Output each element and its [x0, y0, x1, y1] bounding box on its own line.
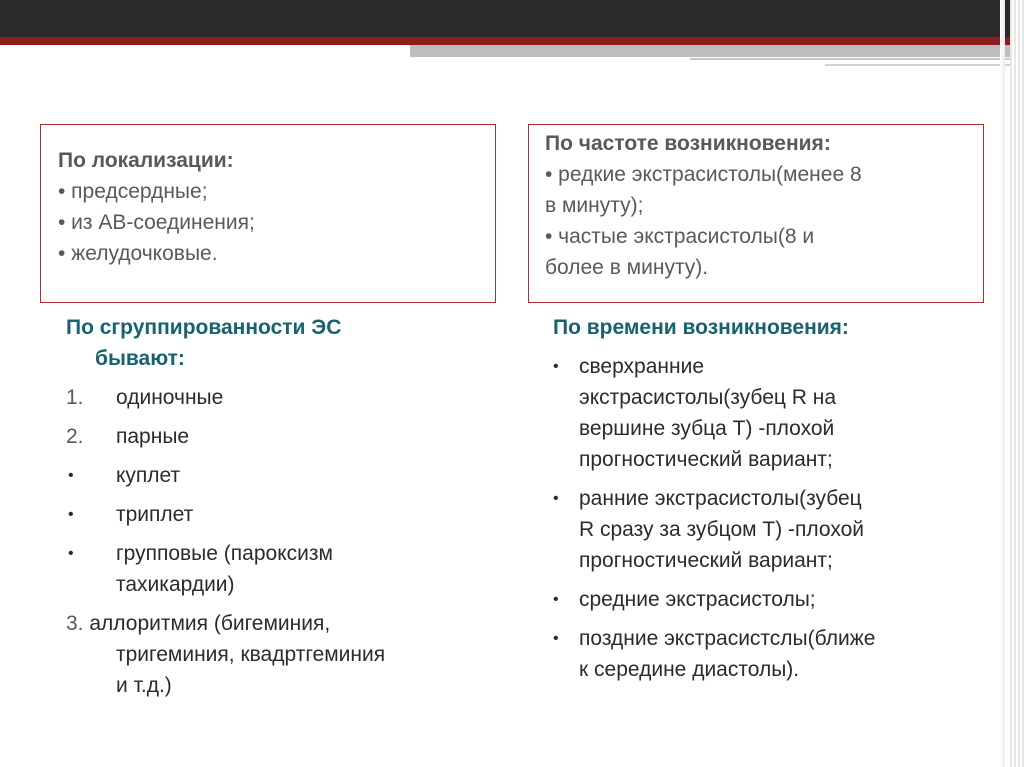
frequency-title: По частоте возникновения: — [545, 132, 831, 155]
list-item-text: одиночные — [116, 386, 224, 409]
list-marker: • — [553, 490, 559, 507]
right-edge-decoration — [1010, 0, 1024, 767]
list-marker: 3. — [66, 612, 84, 635]
frequency-block — [545, 128, 862, 283]
header-thin-line — [690, 58, 1010, 60]
frequency-item: в минуту); — [545, 194, 644, 217]
timing-item — [553, 351, 993, 475]
list-item-text-cont: тахикардии) — [116, 573, 235, 596]
list-marker: • — [553, 591, 559, 608]
list-item — [66, 460, 506, 491]
grouping-title: По сгруппированности ЭС — [66, 316, 342, 339]
list-item — [66, 538, 506, 600]
frequency-item: • редкие экстрасистолы(менее 8 — [545, 163, 862, 186]
timing-item-line: поздние экстрасистслы(ближе — [579, 627, 876, 650]
timing-item-line: вершине зубца Т) -плохой — [579, 417, 835, 440]
list-marker: 2. — [66, 425, 84, 448]
list-item-text: парные — [116, 425, 190, 448]
list-marker: • — [68, 506, 74, 523]
timing-item — [553, 483, 993, 576]
localization-item: • из АВ-соединения; — [58, 211, 255, 234]
list-item-text: групповые (пароксизм — [116, 542, 333, 565]
timing-item-line: к середине диастолы). — [579, 658, 800, 681]
list-item — [66, 421, 506, 452]
timing-item-line: средние экстрасистолы; — [579, 588, 816, 611]
grouping-title-cont: бывают: — [95, 347, 185, 370]
timing-item-line: экстрасистолы(зубец R на — [579, 386, 837, 409]
timing-item-line: сверхранние — [579, 355, 705, 378]
timing-item — [553, 584, 993, 615]
localization-item: • желудочковые. — [58, 242, 218, 265]
header-bar — [0, 0, 1010, 37]
timing-item-line: R сразу за зубцом Т) -плохой — [579, 518, 865, 541]
list-marker: • — [553, 630, 559, 647]
timing-title: По времени возникновения: — [553, 316, 849, 339]
allorhythmia-text: аллоритмия (бигеминия, — [83, 612, 331, 635]
header-accent-line — [0, 37, 1010, 45]
localization-title: По локализации: — [58, 149, 234, 172]
allorhythmia-text-cont: и т.д.) — [116, 674, 172, 697]
frequency-item: • частые экстрасистолы(8 и — [545, 225, 815, 248]
right-edge-shadow — [1000, 0, 1005, 767]
header-thin-line-2 — [825, 64, 1010, 66]
timing-item — [553, 623, 993, 685]
timing-item-line: ранние экстрасистолы(зубец — [579, 487, 862, 510]
timing-item-line: прогностический вариант; — [579, 549, 833, 572]
list-marker: 1. — [66, 386, 84, 409]
list-item-text: триплет — [116, 503, 194, 526]
localization-block — [58, 145, 255, 269]
list-item — [66, 499, 506, 530]
timing-section — [553, 312, 993, 685]
allorhythmia-text-cont: тригеминия, квадртгеминия — [116, 643, 386, 666]
list-item-text: куплет — [116, 464, 181, 487]
list-marker: • — [68, 467, 74, 484]
list-marker: • — [553, 358, 559, 375]
list-marker: • — [68, 545, 74, 562]
header-gray-strip — [410, 45, 1010, 57]
timing-item-line: прогностический вариант; — [579, 448, 833, 471]
localization-item: • предсердные; — [58, 180, 208, 203]
frequency-item: более в минуту). — [545, 256, 709, 279]
grouping-section — [66, 312, 506, 701]
allorhythmia-item — [66, 608, 506, 701]
list-item — [66, 382, 506, 413]
